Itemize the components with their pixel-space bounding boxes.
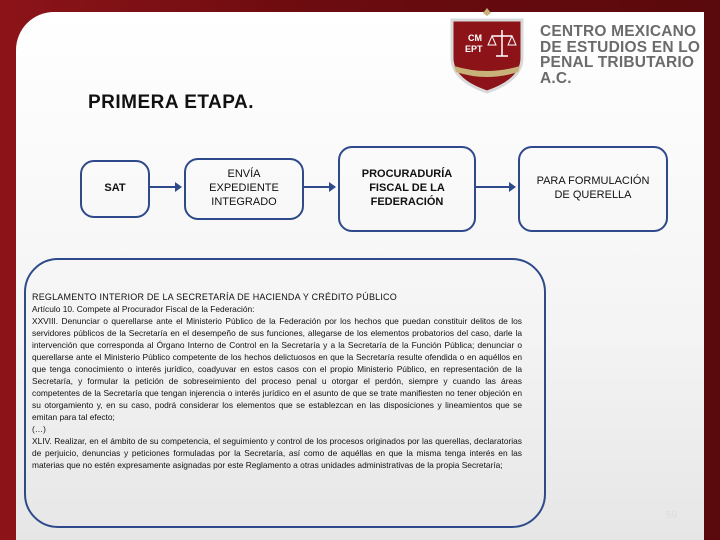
regulation-text xyxy=(32,291,522,471)
arrow-2-icon xyxy=(302,186,334,188)
page-title: PRIMERA ETAPA. xyxy=(88,92,255,113)
ellipsis-line: (…) xyxy=(32,424,46,434)
fraction-xliv: XLIV. Realizar, en el ámbito de su competencia, el seguimiento y control de los procesos originados por las querellas, declaratorias de perjuicio, denuncias y peticiones formuladas por la Secretaría, así como de aquéllas en que la misma tenga interés en las materias que no estén expresamente asignadas por este Reglamento a otras unidades administrativas de la propia Secretaría; xyxy=(32,436,522,470)
cmept-logo-shield-icon xyxy=(448,6,526,94)
flow-box-procuraduria: PROCURADURÍA FISCAL DE LA FEDERACIÓN xyxy=(338,146,476,232)
arrow-3-icon xyxy=(474,186,514,188)
regulation-heading: REGLAMENTO INTERIOR DE LA SECRETARÍA DE HACIENDA Y CRÉDITO PÚBLICO xyxy=(32,292,397,302)
page-number: 59 xyxy=(666,510,678,521)
article-line: Artículo 10. Compete al Procurador Fiscal de la Federación: xyxy=(32,304,255,314)
arrow-1-icon xyxy=(148,186,180,188)
fraction-xxviii: XXVIII. Denunciar o querellarse ante el Ministerio Público de la Federación por los hechos que puedan constituir delitos de los servidores públicos de la Secretaría en el desempeño de sus funciones, allegarse de los elementos probatorios del caso, darle la intervención que corresponda al Órgano Interno de Control en la Secretaría y a la Secretaría de la Función Pública; denunciar o querellarse ante el Ministerio Público competente de los hechos delictuosos en que la Secretaría resulte ofendida o en aquéllos en que tenga conocimiento o interés jurídico, coadyuvar en estos casos con el propio Ministerio Público, en representación de la Secretaría, y formular la petición de sobreseimiento del proceso penal u otorgar el perdón, siempre y cuando las áreas competentes de la Secretaría que tengan injerencia o interés jurídico en el asunto de que se trate manifiesten no tener objeción en su otorgamiento y, en su caso, podrá considerar los elementos que se establezcan en las disposiciones y lineamientos que se emitan para tal efecto; xyxy=(32,316,522,422)
svg-text:EPT: EPT xyxy=(465,44,483,54)
flow-box-sat: SAT xyxy=(80,160,150,218)
flow-box-expediente: ENVÍA EXPEDIENTE INTEGRADO xyxy=(184,158,304,220)
svg-text:CM: CM xyxy=(468,33,482,43)
flow-box-querella: PARA FORMULACIÓN DE QUERELLA xyxy=(518,146,668,232)
organization-name: CENTRO MEXICANO DE ESTUDIOS EN LO PENAL TRIBUTARIO A.C. xyxy=(540,23,701,87)
